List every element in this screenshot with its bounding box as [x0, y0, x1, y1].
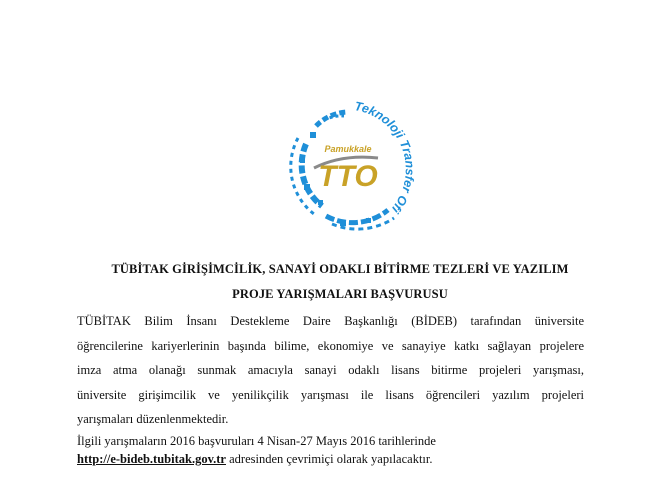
logo-mark-text: TTO — [318, 160, 378, 193]
heading-line-1: TÜBİTAK GİRİŞİMCİLİK, SANAYİ ODAKLI BİTİRME TEZLERİ VE YAZILIM — [111, 262, 569, 276]
body-line: yarışmaları düzenlenmektedir. — [77, 412, 229, 427]
body-line: TÜBİTAK Bilim İnsanı Destekleme Daire Başkanlığı (BİDEB) tarafından üniversite — [77, 314, 584, 328]
heading-line-2: PROJE YARIŞMALARI BAŞVURUSU — [232, 287, 448, 301]
tto-logo-graphic — [270, 88, 430, 238]
logo-ring-textpath: Teknoloji Transfer Ofi — [353, 99, 417, 216]
info-line-2 — [77, 452, 433, 467]
bideb-link[interactable]: http://e-bideb.tubitak.gov.tr — [77, 452, 226, 466]
logo-inner-text: Pamukkale — [324, 144, 372, 154]
body-paragraph — [77, 309, 584, 432]
info-line-2-suffix: adresinden çevrimiçi olarak yapılacaktır. — [225, 452, 433, 466]
body-line: öğrencilerine kariyerlerinin başında bilime, ekonomiye ve sanayiye katkı sağlayan projelere — [77, 338, 584, 353]
body-line: üniversite girişimcilik ve yenilikçilik yarışması ile lisans öğrencileri yazılım projeleri — [77, 387, 584, 402]
info-line-1: İlgili yarışmaların 2016 başvuruları 4 Nisan-27 Mayıs 2016 tarihlerinde — [77, 434, 436, 448]
tto-logo — [270, 88, 430, 238]
body-line: imza atma olanağı sunmak amacıyla sanayi odaklı lisans bitirme projeleri yarışması, — [77, 363, 584, 378]
